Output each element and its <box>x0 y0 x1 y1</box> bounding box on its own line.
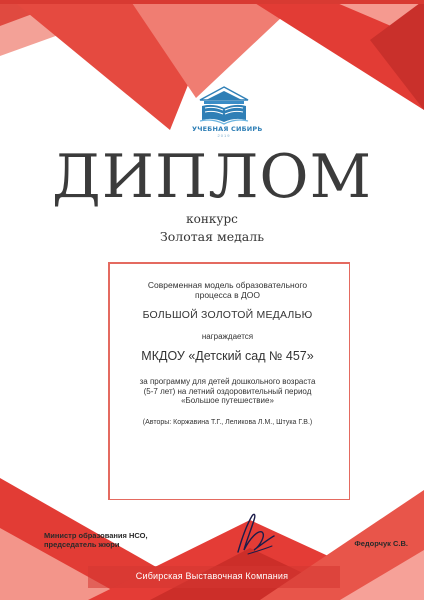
minister-line-2: председатель жюри <box>44 540 120 549</box>
diploma-title: ДИПЛОМ <box>51 142 373 212</box>
logo-caption: УЧЕБНАЯ СИБИРЬ <box>192 125 263 133</box>
nomination-line-1: Современная модель образовательного <box>147 280 308 290</box>
nomination <box>100 280 355 300</box>
program-line-3: «Большое путешествие» <box>181 396 274 405</box>
contest-label: конкурс <box>186 212 238 226</box>
medal-title: БОЛЬШОЙ ЗОЛОТОЙ МЕДАЛЬЮ <box>142 309 313 321</box>
logo <box>192 86 263 148</box>
minister-line-1: Министр образования НСО, <box>44 531 148 540</box>
company-name: Сибирская Выставочная Компания <box>135 571 289 581</box>
awarded-label: награждается <box>201 332 254 341</box>
logo-year: 2019 <box>217 133 231 138</box>
program-description <box>100 377 355 406</box>
open-book-icon <box>198 86 250 126</box>
minister-title <box>44 531 148 549</box>
signer-name: Федорчук С.В. <box>354 539 408 548</box>
top-edge-shade <box>0 0 424 4</box>
program-line-1: за программу для детей дошкольного возраста <box>139 377 316 386</box>
award-name: Золотая медаль <box>159 229 265 244</box>
handwritten-signature <box>232 508 278 558</box>
organization-name: МКДОУ «Детский сад № 457» <box>141 349 314 363</box>
nomination-line-2: процесса в ДОО <box>194 290 260 300</box>
authors: (Авторы: Коржавина Т.Г., Леликова Л.М., Штука Г.В.) <box>142 419 313 426</box>
program-line-2: (5-7 лет) на летний оздоровительный период <box>143 386 312 396</box>
